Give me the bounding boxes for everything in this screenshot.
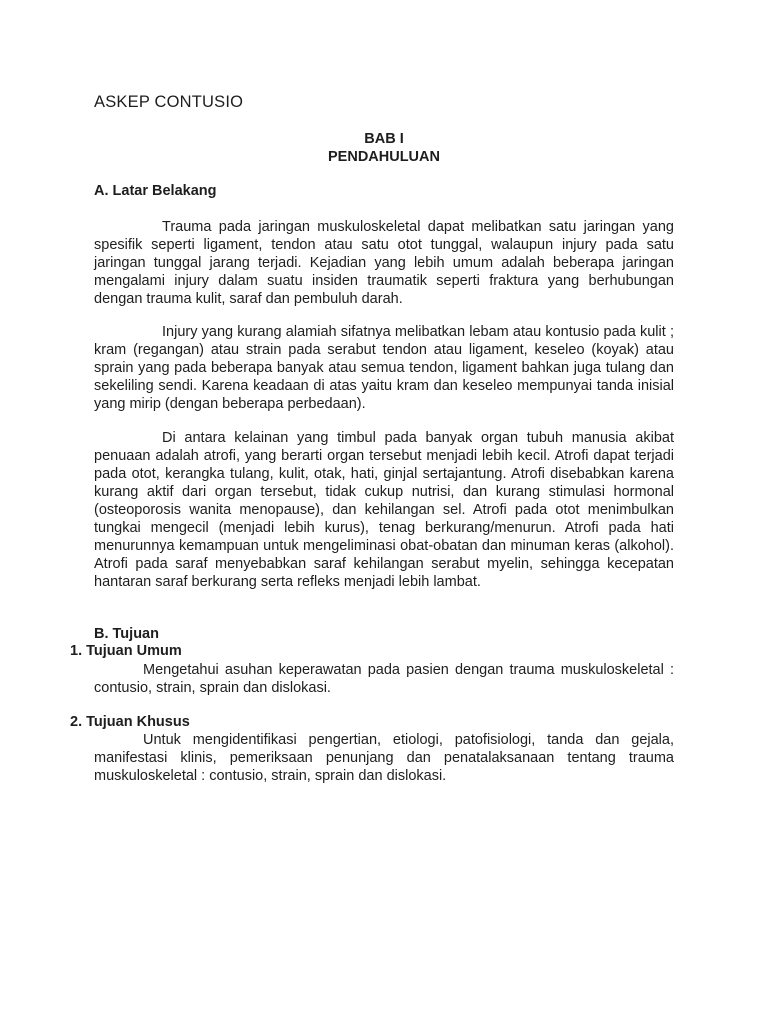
chapter-title: PENDAHULUAN	[328, 149, 440, 165]
paragraph-3-text: Di antara kelainan yang timbul pada banyak organ tubuh manusia akibat penuaan adalah atrofi, yang berarti organ tersebut menjadi lebih kecil. Atrofi dapat terjadi pada otot, kerangka tulang, kulit, otak, hati, ginjal sertajantung. Atrofi disebabkan karena kurang aktif dari organ tersebut, tidak cukup nutrisi, dan kurang stimulasi hormonal (osteoporosis wanita menopause), dan kehilangan sel. Atrofi pada otot menimbulkan tungkai mengecil (menjadi lebih kurus), tenag berkurang/menurun. Atrofi pada hati menurunnya kemampuan untuk mengeliminasi obat-obatan dan minuman keras (alkohol). Atrofi pada saraf menyebabkan saraf kehilangan serabut myelin, sehingga kecepatan hantaran saraf berkurang serta refleks menjadi lebih lambat.	[94, 430, 674, 590]
paragraph-tujuan-umum-text: Mengetahui asuhan keperawatan pada pasien dengan trauma muskuloskeletal : contusio, strain, sprain dan dislokasi.	[94, 662, 674, 696]
paragraph-3	[94, 429, 674, 591]
paragraph-2-text: Injury yang kurang alamiah sifatnya melibatkan lebam atau kontusio pada kulit ; kram (regangan) atau strain pada serabut tendon atau ligament, keseleo (koyak) atau sprain yang pada beberapa banyak atau semua tendon, ligament bahkan juga tulang dan sekeliling sendi. Karena keadaan di atas yaitu kram dan keseleo mempunyai tanda inisial yang mirip (dengan beberapa perbedaan).	[94, 324, 674, 412]
paragraph-tujuan-khusus-text: Untuk mengidentifikasi pengertian, etiologi, patofisiologi, tanda dan gejala, manifestasi klinis, pemeriksaan penunjang dan penatalaksanaan tentang trauma muskuloskeletal : contusio, strain, sprain dan dislokasi.	[94, 732, 674, 784]
paragraph-tujuan-umum	[94, 661, 674, 697]
paragraph-tujuan-khusus	[94, 731, 674, 785]
chapter-number: BAB I	[364, 131, 404, 147]
section-heading-tujuan: B. Tujuan	[94, 626, 159, 642]
section-heading-latar-belakang: A. Latar Belakang	[94, 183, 217, 199]
subheading-tujuan-khusus: 2. Tujuan Khusus	[70, 714, 190, 730]
paragraph-1	[94, 218, 674, 308]
paragraph-2	[94, 323, 674, 413]
subheading-tujuan-umum: 1. Tujuan Umum	[70, 643, 182, 659]
document-title: ASKEP CONTUSIO	[94, 93, 244, 111]
paragraph-1-text: Trauma pada jaringan muskuloskeletal dapat melibatkan satu jaringan yang spesifik seperti ligament, tendon atau satu otot tunggal, walaupun injury pada satu jaringan tunggal jarang terjadi. Kejadian yang lebih umum adalah beberapa jaringan mengalami injury dalam suatu insiden traumatik seperti fraktura yang berhubungan dengan trauma kulit, saraf dan pembuluh darah.	[94, 219, 674, 307]
